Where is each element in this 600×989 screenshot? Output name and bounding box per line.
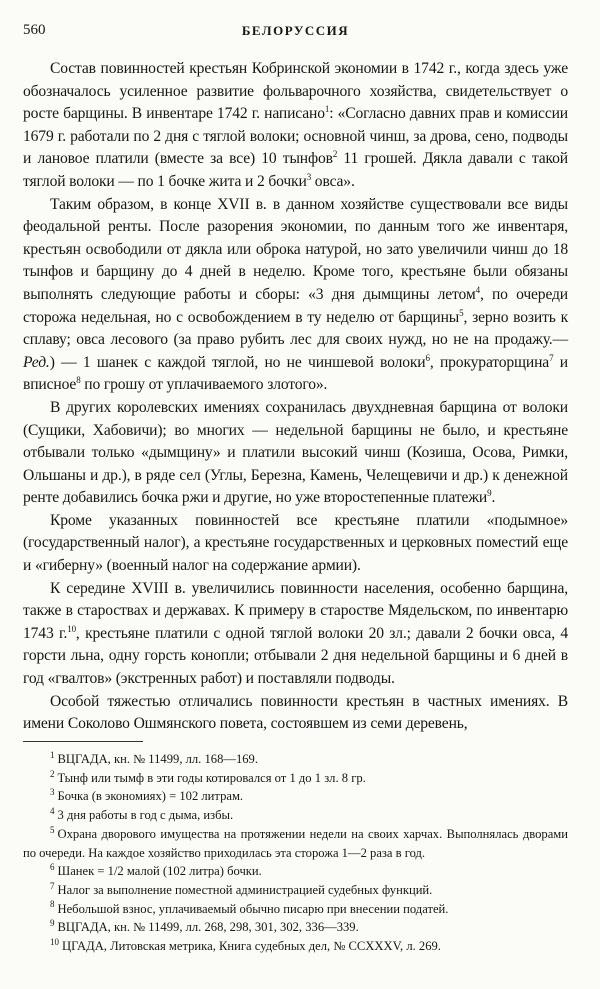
footnotes [23, 750, 568, 956]
text-run: по грошу от уплачиваемого злотого». [80, 376, 328, 394]
page-number: 560 [23, 22, 46, 38]
footnote-reference: 7 [549, 352, 554, 363]
footnote-mark: 5 [50, 824, 55, 835]
footnote [23, 769, 568, 788]
footnote-mark: 3 [50, 787, 55, 798]
footnote-mark: 9 [50, 918, 55, 929]
footnote-reference: 3 [306, 171, 312, 182]
footnote-text: 3 дня работы в год с дыма, избы. [57, 808, 234, 823]
footnote [23, 937, 568, 956]
footnote-mark: 10 [50, 936, 59, 947]
footnote-text: Небольшой взнос, уплачиваемый обычно писарю при внесении податей. [57, 901, 449, 916]
footnote-mark: 8 [50, 899, 55, 910]
text-run: Состав повинностей крестьян Кобринской экономии в 1742 г., когда здесь уже обозначалось усиленное развитие фольварочного хозяйства, свидетельствует о росте барщины. В инвентаре 1742 г. написано [23, 60, 568, 123]
footnote-reference: 5 [459, 307, 464, 318]
paragraph [23, 578, 568, 691]
footnote-text: ВЦГАДА, кн. № 11499, лл. 268, 298, 301, 302, 336—339. [57, 920, 359, 935]
footnote-text: ЦГАДА, Литовская метрика, Книга судебных дел, № CCXXXV, л. 269. [62, 939, 441, 954]
text-run: , прокураторщина [429, 353, 550, 371]
footnote-text: Бочка (в экономиях) = 102 литрам. [57, 789, 244, 804]
text-run: 11 грошей. Дякла давали с такой тяглой волоки — по 1 бочке жита и 2 бочки [23, 150, 569, 190]
text-run: : «Согласно давних прав и комиссии 1679 г. работали по 2 дня с тяглой волоки; основной чинш, за дрова, сено, подводы и лановое платили (вместе за все) 10 тынфов [23, 105, 568, 168]
footnote [23, 900, 568, 919]
paragraph [23, 58, 568, 194]
text-run: , зерно возить к сплаву; овса лесового (за право рубить лес для своих нужд, но не на продажу.— [23, 308, 568, 349]
footnote [23, 750, 568, 769]
footnote-text: Тынф или тымф в эти годы котировался от 1 до 1 зл. 8 гр. [57, 770, 366, 785]
footnote-text: Шанек = 1/2 малой (102 литра) бочки. [57, 864, 262, 879]
text-run: . [491, 489, 496, 507]
footnote [23, 862, 568, 881]
footnote [23, 806, 568, 825]
footnote-reference: 8 [76, 375, 81, 386]
text-run: Таким образом, в конце XVII в. в данном хозяйстве существовали все виды феодальной ренты. После разорения экономии, по данным того же инвентаря, крестьян освободили от дякла или оброка натурой, но зато увеличили чинш до 18 тынфов и барщину до 4 дней в неделю. Кроме того, крестьяне были обязаны выполнять следующие работы и сборы: «3 дня дымщины летом [23, 195, 568, 303]
footnote [23, 825, 568, 862]
body-text [23, 58, 568, 736]
text-run: , крестьяне платили с одной тяглой волоки 20 зл.; давали 2 бочки овса, 4 горсти льна, одну горсть конопли; отбывали 2 дня недельной барщины и 6 дней в год «гвалтов» (экстренных работ) и поставляли подводы. [23, 624, 568, 688]
footnote-text: Налог за выполнение поместной администрацией судебных функций. [57, 882, 433, 897]
text-run: Кроме указанных повинностей все крестьяне платили «подымное» (государственный налог), а крестьяне государственных и церковных поместий еще и «гиберну» (военный налог на содержание армии). [23, 511, 568, 575]
footnote-reference: 2 [332, 149, 338, 160]
text-run: и вписное [23, 353, 568, 394]
footnote-reference: 10 [67, 623, 76, 634]
text-run: К середине XVIII в. увеличились повинности населения, особенно барщина, также в староствах и державах. К примеру в старостве Мядельском, по инвентарю 1743 г. [23, 579, 568, 642]
page-header [23, 22, 568, 42]
text-run: ) — 1 шанек с каждой тяглой, но не чиншевой волоки [49, 353, 426, 371]
footnote-reference: 1 [324, 104, 330, 114]
footnote-reference: 9 [487, 488, 492, 499]
footnote-divider [23, 741, 143, 742]
text-run: В других королевских имениях сохранилась двухдневная барщина от волоки (Сущики, Хабовичи); во многих — недельной барщины не было, и крестьяне отбывали только «дымщину» и платили высокий чинш (Козиша, Осова, Римки, Ольшаны и др.), в ряде сел (Углы, Березна, Камень, Челещевичи и др.) к денежной ренте добавились бочка ржи и другие, но уже второстепенные платежи [23, 398, 568, 507]
italic-text: Ред. [23, 353, 50, 371]
footnote-text: ВЦГАДА, кн. № 11499, лл. 168—169. [57, 752, 259, 766]
text-run: овса». [311, 172, 355, 190]
footnote-mark: 2 [50, 768, 55, 779]
text-run: , по очереди сторожа недельная, но с освобождением в ту неделю от барщины [23, 285, 568, 326]
running-title: БЕЛОРУССИЯ [241, 23, 350, 38]
footnote-text: Охрана дворового имущества на протяжении недели на своих харчах. Выполнялась дворами по очереди. На каждое хозяйство приходилась эта сторожа 1—2 раза в год. [23, 826, 568, 860]
paragraph [23, 194, 568, 397]
footnote [23, 881, 568, 900]
paragraph [23, 510, 568, 578]
paragraph [23, 397, 568, 510]
footnote-mark: 4 [50, 805, 55, 816]
footnote-reference: 6 [425, 352, 430, 363]
footnote [23, 918, 568, 937]
paragraph [23, 691, 568, 736]
footnote-mark: 7 [50, 880, 55, 891]
footnote [23, 787, 568, 806]
footnote-mark: 1 [50, 749, 55, 760]
footnote-reference: 4 [475, 284, 480, 295]
footnote-mark: 6 [50, 862, 55, 873]
text-run: Особой тяжестью отличались повинности крестьян в частных имениях. В имени Соколово Ошмянского повета, состоявшем из семи деревень, [23, 692, 568, 733]
